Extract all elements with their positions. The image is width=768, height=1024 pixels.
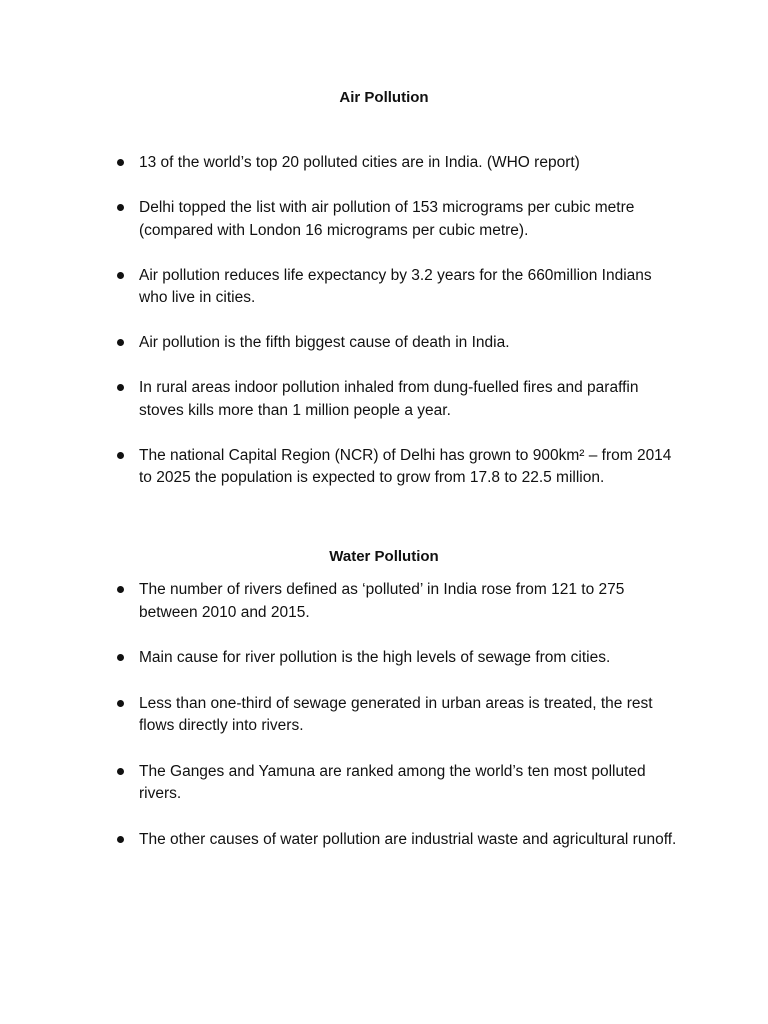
bullet-icon (117, 452, 124, 459)
bullet-icon (117, 654, 124, 661)
bullet-icon (117, 836, 124, 843)
list-item (0, 197, 679, 242)
list-item (0, 265, 679, 310)
list-item-text: The national Capital Region (NCR) of Delhi has grown to 900km² – from 2014 to 2025 the population is expected to grow from 17.8 to 22.5 million. (139, 446, 672, 486)
list-item-text: Delhi topped the list with air pollution of 153 micrograms per cubic metre (compared with London 16 micrograms per cubic metre). (139, 199, 635, 239)
list-item-text: In rural areas indoor pollution inhaled from dung-fuelled fires and paraffin stoves kills more than 1 million people a year. (139, 379, 639, 419)
list-item-text: The Ganges and Yamuna are ranked among the world’s ten most polluted rivers. (139, 762, 646, 802)
bullet-icon (117, 159, 124, 166)
bullet-icon (117, 586, 124, 593)
list-item-text: Main cause for river pollution is the high levels of sewage from cities. (139, 649, 611, 666)
list-item (0, 829, 679, 852)
list-item (0, 332, 679, 355)
list-item-text: Air pollution is the fifth biggest cause of death in India. (139, 334, 510, 351)
bullet-icon (117, 272, 124, 279)
air-pollution-list (0, 152, 679, 512)
water-pollution-heading: Water Pollution (329, 548, 439, 565)
list-item (0, 647, 679, 670)
list-item-text: Air pollution reduces life expectancy by 3.2 years for the 660million Indians who live in cities. (139, 266, 652, 306)
list-item-text: Less than one-third of sewage generated in urban areas is treated, the rest flows directly into rivers. (139, 694, 653, 734)
bullet-icon (117, 204, 124, 211)
bullet-icon (117, 700, 124, 707)
list-item (0, 761, 679, 806)
air-pollution-heading: Air Pollution (339, 89, 429, 106)
list-item (0, 579, 679, 624)
list-item (0, 377, 679, 422)
bullet-icon (117, 768, 124, 775)
list-item (0, 152, 679, 175)
list-item (0, 445, 679, 490)
bullet-icon (117, 339, 124, 346)
water-pollution-list (0, 579, 679, 874)
list-item (0, 693, 679, 738)
list-item-text: The number of rivers defined as ‘polluted’ in India rose from 121 to 275 between 2010 and 2015. (139, 581, 625, 621)
list-item-text: 13 of the world’s top 20 polluted cities are in India. (WHO report) (139, 154, 580, 171)
list-item-text: The other causes of water pollution are industrial waste and agricultural runoff. (139, 830, 677, 848)
bullet-icon (117, 384, 124, 391)
